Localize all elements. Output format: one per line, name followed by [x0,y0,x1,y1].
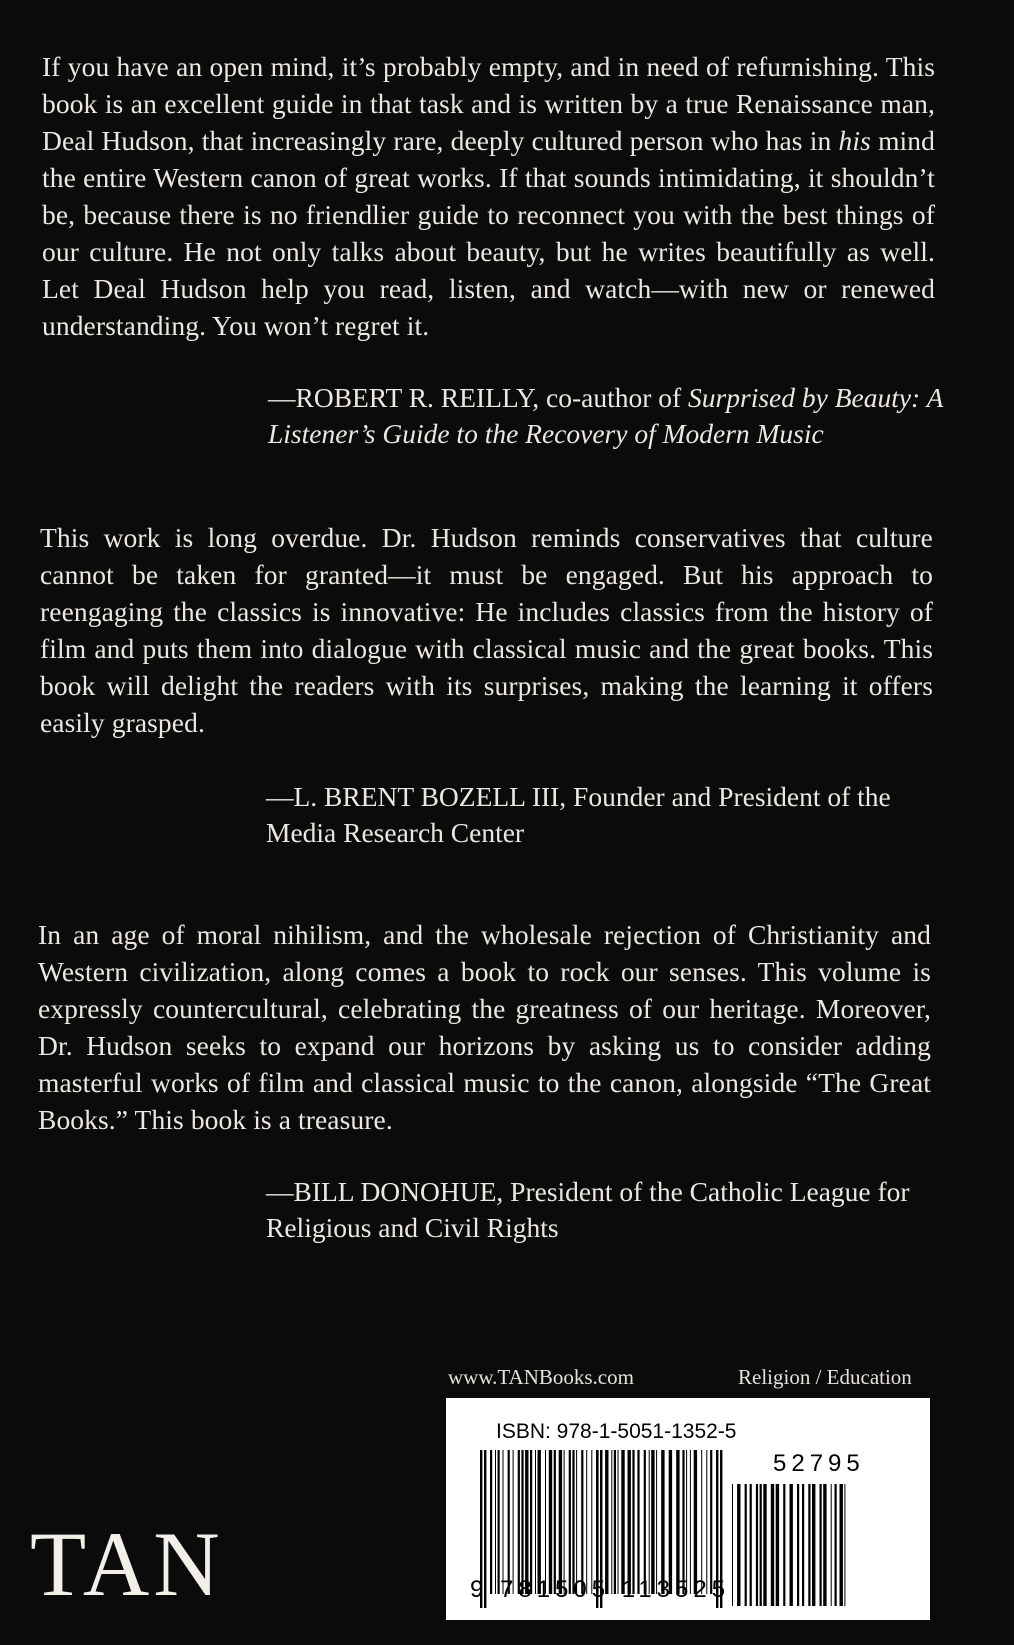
attribution-role: , Founder and President of the Media Research Center [266,781,891,848]
barcode-bar [797,1484,799,1606]
barcode-bar [694,1450,697,1594]
barcode-bar [586,1450,587,1594]
attribution-role: , President of the Catholic League for Religious and Civil Rights [266,1176,910,1243]
barcode-bar [649,1450,650,1594]
barcode-bar [535,1450,536,1594]
barcode-bar [706,1450,707,1594]
barcode-main-digits: 9 781505 113525 [470,1576,731,1603]
barcode-bar [611,1450,612,1594]
barcode-bar [545,1450,546,1594]
attribution-reilly [268,380,948,452]
barcode-bar [686,1450,687,1594]
barcode-bar [835,1484,837,1606]
attribution-donohue [266,1174,946,1246]
barcode-bar [621,1450,624,1594]
attribution-name: —L. BRENT BOZELL III [266,781,560,812]
blurb-reilly-emphasis: his [838,125,871,156]
book-category: Religion / Education [738,1365,912,1389]
barcode-bar [503,1450,504,1594]
barcode-bar [637,1450,639,1594]
barcode-bar [490,1450,492,1594]
blurb-reilly-text-post: mind the entire Western canon of great works. If that sounds intimidating, it shouldn’t be, because there is no friendlier guide to reconnect you with the best things of our culture. He not only talks about beauty, but he writes beautifully as well. Let Deal Hudson help you read, listen, and watch—with new or renewed understanding. You won’t regret it. [42,125,935,341]
barcode-bar [618,1450,619,1594]
barcode-bar [581,1450,583,1594]
barcode-addon-digits: 52795 [773,1450,865,1477]
barcode-bar [737,1484,740,1606]
barcode-bar [831,1484,832,1606]
barcode-bar [605,1450,608,1594]
barcode-bar [783,1484,785,1606]
attribution-book-title: Surprised by Beauty: A Listener’s Guide to the Recovery of Modern Music [268,382,943,449]
attribution-role: , co-author of [532,382,689,413]
attribution-name: —ROBERT R. REILLY [268,382,533,413]
barcode-bar [591,1450,592,1594]
barcode-bar [554,1450,556,1594]
barcode-bar [802,1484,804,1606]
barcode-bar [844,1484,845,1606]
barcode-bar [808,1484,810,1606]
barcode-bar [572,1450,574,1594]
barcode-panel [446,1398,930,1620]
attribution-name: —BILL DONOHUE [266,1176,497,1207]
barcode-bar [750,1484,752,1606]
barcode-bar [644,1450,646,1594]
barcode-bar [682,1450,684,1594]
barcode-bar [756,1484,758,1606]
barcode-bar [632,1450,634,1594]
barcode-bar [651,1450,654,1594]
barcode-bar [710,1450,712,1594]
barcode-bar [820,1484,822,1606]
barcode-bar [669,1450,672,1594]
barcode-bar [564,1450,565,1594]
barcode-bar [690,1450,691,1594]
blurb-donohue: In an age of moral nihilism, and the wholesale rejection of Christianity and Western civilization, along comes a book to rock our senses. This volume is expressly countercultural, celebrating the greatness of our heritage. Moreover, Dr. Hudson seeks to expand our horizons by asking us to consider adding masterful works of film and classical music to the canon, alongside “The Great Books.” This book is a treasure. [38,919,931,1135]
barcode-bar [676,1450,679,1594]
blurb-reilly [42,48,935,344]
attribution-bozell [266,779,946,851]
barcode-bar [732,1484,733,1606]
barcode-bar [559,1450,562,1594]
publisher-website: www.TANBooks.com [448,1365,634,1389]
barcode-bar [549,1450,552,1594]
barcode-bar [656,1450,657,1594]
barcode-bar [776,1484,779,1606]
barcode-bar [495,1450,496,1594]
barcode-bar [760,1484,762,1606]
barcode-bar [763,1484,766,1606]
barcode-bar [569,1450,571,1594]
barcode-bar [628,1450,631,1594]
publisher-logo: TAN [30,1513,224,1615]
barcode-bar [538,1450,541,1594]
blurb-bozell: This work is long overdue. Dr. Hudson reminds conservatives that culture cannot be taken for granted—it must be engaged. But his approach to reengaging the classics is innovative: He includes classics from the history of film and puts them into dialogue with classical music and the great books. This book will delight the readers with its surprises, making the learning it offers easily grasped. [40,522,933,738]
barcode-bar [661,1450,664,1594]
barcode-bar [530,1450,532,1594]
barcode-bar [614,1450,616,1594]
barcode-bar [525,1450,528,1594]
barcode-bar [513,1450,514,1594]
barcode-bar [576,1450,577,1594]
barcode-bar [840,1484,843,1606]
barcode-bar [701,1450,702,1594]
ean-barcode-addon [732,1484,845,1606]
barcode-bar [790,1484,793,1606]
barcode-bar [508,1450,510,1594]
blurb-reilly-text-pre: If you have an open mind, it’s probably empty, and in need of refurnishing. This book is an excellent guide in that task and is written by a true Renaissance man, Deal Hudson, that increasingly rare, deeply cultured person who has in [42,51,935,156]
barcode-bar [745,1484,747,1606]
isbn-label: ISBN: 978-1-5051-1352-5 [496,1420,737,1443]
barcode-bar [521,1450,523,1594]
barcode-bar [771,1484,774,1606]
barcode-bar [518,1450,520,1594]
barcode-bar [498,1450,500,1594]
barcode-bar [812,1484,815,1606]
barcode-bar [823,1484,826,1606]
